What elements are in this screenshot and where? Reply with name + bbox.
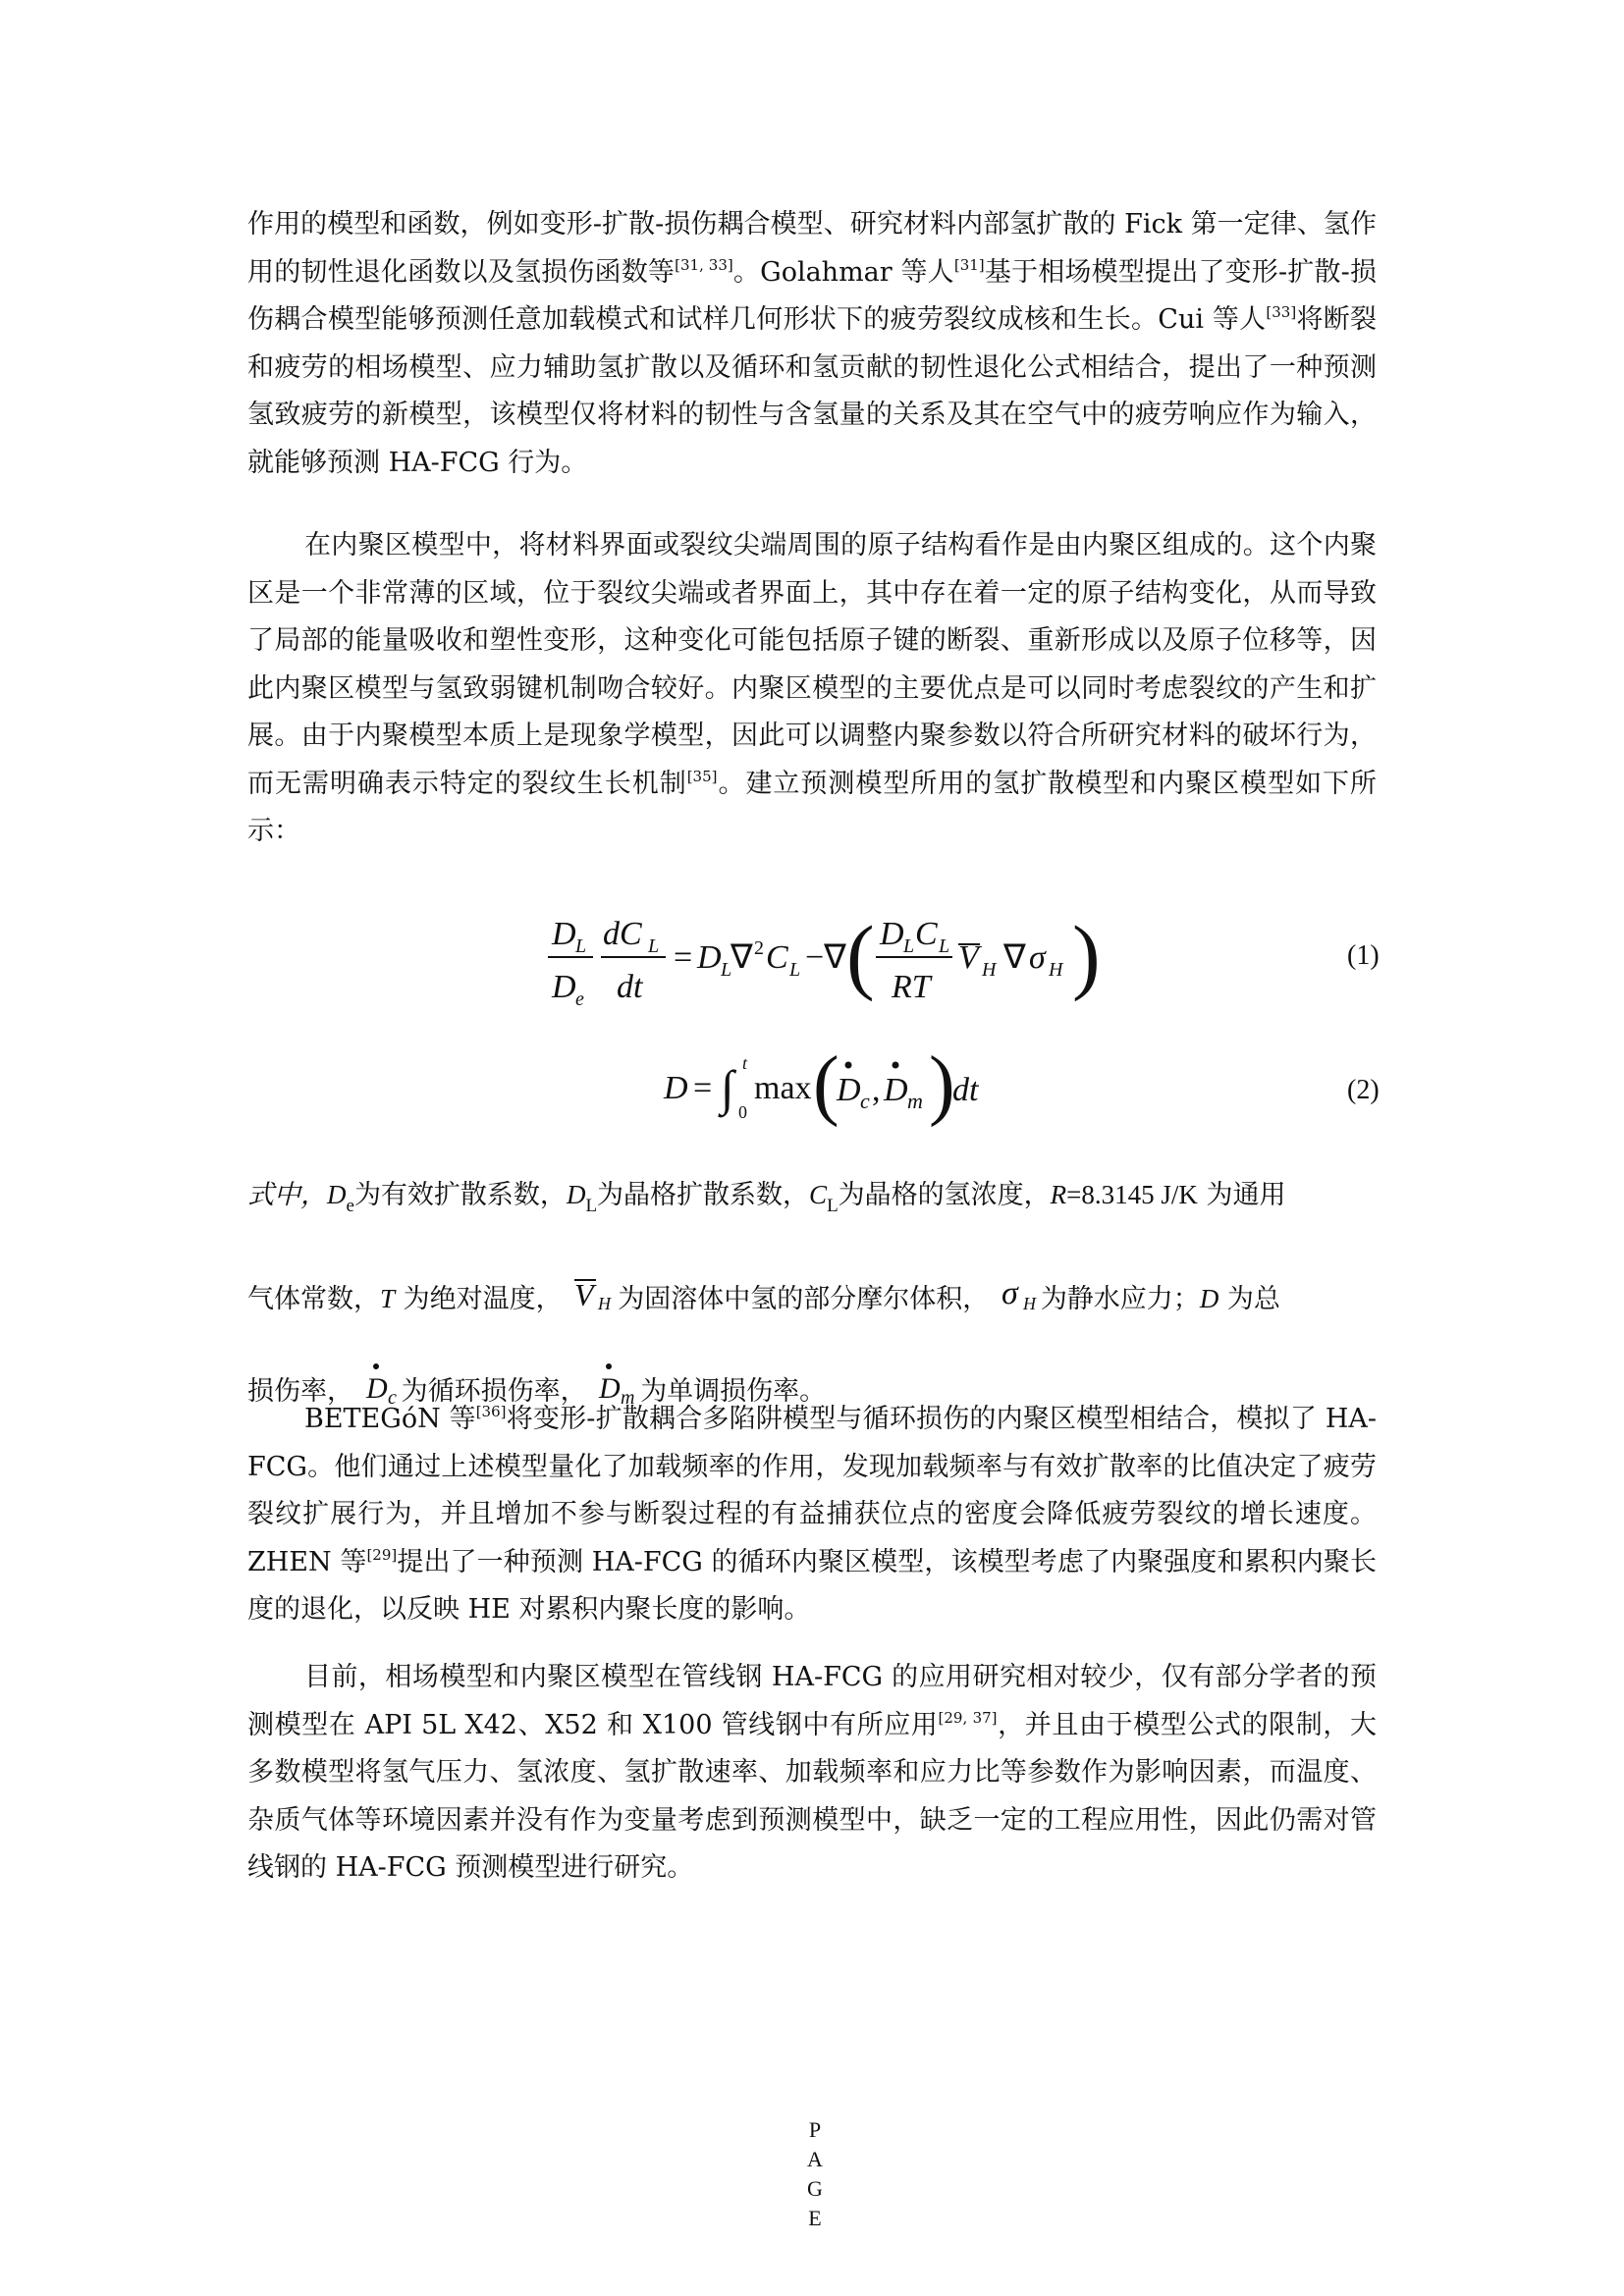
svg-text:=: = xyxy=(674,939,693,976)
citation: [29] xyxy=(366,1545,398,1564)
citation: [31, 33] xyxy=(675,255,733,274)
equation-1-number: (1) xyxy=(1347,940,1380,971)
svg-text:L: L xyxy=(575,935,587,957)
text-run: 为通用 xyxy=(1197,1180,1286,1210)
svg-text:D: D xyxy=(552,916,576,952)
svg-text:m: m xyxy=(621,1387,635,1408)
text-run: BETEGóN 等 xyxy=(304,1404,476,1434)
svg-text:D: D xyxy=(837,1072,861,1108)
citation: [33] xyxy=(1266,303,1297,321)
svg-text:e: e xyxy=(575,988,584,1010)
symbol: D xyxy=(566,1180,586,1209)
svg-text:D: D xyxy=(365,1372,388,1405)
svg-text:∫: ∫ xyxy=(721,1060,734,1115)
svg-text:m: m xyxy=(907,1089,923,1113)
symbol: C xyxy=(809,1180,828,1209)
svg-text:V: V xyxy=(574,1277,594,1312)
svg-text:H: H xyxy=(1022,1294,1036,1313)
svg-text:t: t xyxy=(742,1053,748,1073)
svg-text:L: L xyxy=(789,959,801,981)
text-run: 为静水应力； xyxy=(1040,1284,1200,1314)
definitions-line-2 xyxy=(247,1253,1377,1346)
text-run: 为循环损伤率， xyxy=(401,1376,587,1407)
svg-text:L: L xyxy=(939,935,950,957)
citation: [29, 37] xyxy=(938,1708,998,1727)
svg-text:): ) xyxy=(1072,908,1101,1002)
svg-text:c: c xyxy=(387,1387,397,1408)
paragraph-4 xyxy=(247,1654,1377,1893)
svg-text:D: D xyxy=(884,1072,908,1108)
svg-text:max: max xyxy=(754,1070,812,1106)
text-run: 为晶格的氢浓度， xyxy=(838,1180,1051,1210)
svg-text:,: , xyxy=(872,1072,881,1108)
text-run: 气体常数， xyxy=(247,1284,380,1314)
footer-letter: P xyxy=(808,2117,822,2142)
svg-text:(: ( xyxy=(813,1041,839,1128)
svg-text:V: V xyxy=(958,939,979,976)
svg-text:2: 2 xyxy=(754,937,764,959)
citation: [35] xyxy=(686,767,718,785)
svg-text:c: c xyxy=(860,1089,870,1113)
svg-text:D: D xyxy=(697,939,722,976)
svg-text:σ: σ xyxy=(1001,1275,1018,1311)
svg-text:H: H xyxy=(598,1294,612,1313)
symbol: T xyxy=(380,1284,396,1313)
paragraph-2 xyxy=(247,522,1377,856)
symbol-subscript: e xyxy=(346,1196,354,1216)
svg-text:): ) xyxy=(929,1041,955,1128)
svg-text:∇: ∇ xyxy=(1003,939,1026,976)
equation-2-number: (2) xyxy=(1347,1075,1380,1105)
text-run: 目前，相场模型和内聚区模型在管线钢 HA-FCG 的应用研究相对较少，仅有部分学者的预测模型在 API 5L X42、X52 和 X100 管线钢中有所应用 xyxy=(247,1662,1377,1740)
text-run: 。Golahmar 等人 xyxy=(732,256,954,288)
citation: [36] xyxy=(475,1403,507,1420)
paragraph-1 xyxy=(247,201,1377,487)
equation-2-formula xyxy=(0,1036,1624,1144)
svg-text:0: 0 xyxy=(738,1102,747,1122)
svg-text:H: H xyxy=(982,959,997,981)
svg-text:D: D xyxy=(664,1070,688,1106)
symbol: D xyxy=(1199,1284,1219,1313)
text-run: =8.3145 J/K xyxy=(1066,1180,1198,1209)
symbol-vbar-h xyxy=(570,1274,618,1313)
symbol-definitions xyxy=(247,1148,1377,1438)
paragraph-3 xyxy=(247,1396,1377,1634)
text-run: ，并且由于模型公式的限制，大多数模型将氢气压力、氢浓度、氢扩散速率、加载频率和应力比等参数作为影响因素，而温度、杂质气体等环境因素并没有作为变量考虑到预测模型中，缺乏一定的工程应用性，因此仍需对管线钢的 HA-FCG 预测模型进行研究。 xyxy=(247,1709,1377,1883)
footer-letter: E xyxy=(808,2206,822,2230)
text-run: 提出了一种预测 HA-FCG 的循环内聚区模型，该模型考虑了内聚强度和累积内聚长度的退化，以反映 HE 对累积内聚长度的影响。 xyxy=(247,1546,1377,1625)
svg-text:L: L xyxy=(721,959,732,981)
text-run: 在内聚区模型中，将材料界面或裂纹尖端周围的原子结构看作是由内聚区组成的。这个内聚区是一个非常薄的区域，位于裂纹尖端或者界面上，其中存在着一定的原子结构变化，从而导致了局部的能量吸收和塑性变形，这种变化可能包括原子键的断裂、重新形成以及原子位移等，因此内聚区模型与氢致弱键机制吻合较好。内聚区模型的主要优点是可以同时考虑裂纹的产生和扩展。由于内聚模型本质上是现象学模型，因此可以调整内聚参数以符合所研究材料的破坏行为，而无需明确表示特定的裂纹生长机制 xyxy=(247,530,1377,799)
footer-letter: G xyxy=(807,2176,823,2201)
symbol-subscript: L xyxy=(585,1196,598,1216)
text-run: 。建立预测模型所用的氢扩散模型和内聚区模型如下所示： xyxy=(247,768,1378,846)
text-run: 为单调损伤率。 xyxy=(640,1376,827,1407)
svg-text:C: C xyxy=(915,916,938,952)
svg-text:dC: dC xyxy=(603,916,642,952)
svg-text:L: L xyxy=(903,935,915,957)
svg-text:∇: ∇ xyxy=(731,939,753,976)
svg-text:D: D xyxy=(599,1372,621,1405)
svg-text:−∇: −∇ xyxy=(805,939,846,976)
svg-text:dt: dt xyxy=(952,1072,979,1108)
equation-1 xyxy=(0,903,1624,1011)
svg-text:RT: RT xyxy=(892,969,931,1005)
definitions-line-1 xyxy=(247,1148,1377,1253)
svg-text:L: L xyxy=(648,935,660,957)
svg-text:C: C xyxy=(766,939,788,976)
equation-1-formula xyxy=(0,903,1624,1011)
text-run: 将断裂和疲劳的相场模型、应力辅助氢扩散以及循环和氢贡献的韧性退化公式相结合，提出了一种预测氢致疲劳的新模型，该模型仅将材料的韧性与含氢量的关系及其在空气中的疲劳响应作为输入，就能够预测 HA-FCG 行为。 xyxy=(247,304,1378,478)
text-run: 式中， xyxy=(247,1180,327,1210)
text-run: 为有效扩散系数， xyxy=(353,1180,567,1210)
symbol-sigma-h xyxy=(998,1274,1041,1313)
citation: [31] xyxy=(953,255,985,274)
text-run: 为晶格扩散系数， xyxy=(597,1180,810,1210)
svg-text:(: ( xyxy=(846,908,875,1002)
svg-text:H: H xyxy=(1049,959,1063,981)
page-footer xyxy=(805,2115,825,2233)
svg-text:σ: σ xyxy=(1029,939,1046,976)
svg-text:D: D xyxy=(880,916,904,952)
text-run: 为总 xyxy=(1218,1284,1280,1314)
symbol: D xyxy=(327,1180,347,1209)
text-run: 损伤率， xyxy=(247,1376,353,1407)
symbol: R xyxy=(1050,1180,1067,1209)
text-run: 基于相场模型提出了变形-扩散-损伤耦合模型能够预测任意加载模式和试样几何形状下的疲劳裂纹成核和生长。Cui 等人 xyxy=(247,256,1377,335)
footer-letter: A xyxy=(807,2147,823,2171)
text-run: 将变形-扩散耦合多陷阱模型与循环损伤的内聚区模型相结合，模拟了 HA-FCG。他们通过上述模型量化了加载频率的作用，发现加载频率与有效扩散率的比值决定了疲劳裂纹扩展行为，并且增加不参与断裂过程的有益捕获位点的密度会降低疲劳裂纹的增长速度。ZHEN 等 xyxy=(247,1404,1377,1577)
svg-text:=: = xyxy=(693,1070,713,1106)
text-run: 为绝对温度， xyxy=(395,1284,563,1314)
equation-2 xyxy=(0,1036,1624,1144)
svg-text:D: D xyxy=(552,969,576,1005)
symbol-subscript: L xyxy=(827,1196,839,1216)
text-run: 为固溶体中氢的部分摩尔体积， xyxy=(618,1284,990,1314)
text-run: 作用的模型和函数，例如变形-扩散-损伤耦合模型、研究材料内部氢扩散的 Fick 第一定律、氢作用的韧性退化函数以及氢损伤函数等 xyxy=(247,209,1377,288)
svg-text:dt: dt xyxy=(617,969,643,1005)
